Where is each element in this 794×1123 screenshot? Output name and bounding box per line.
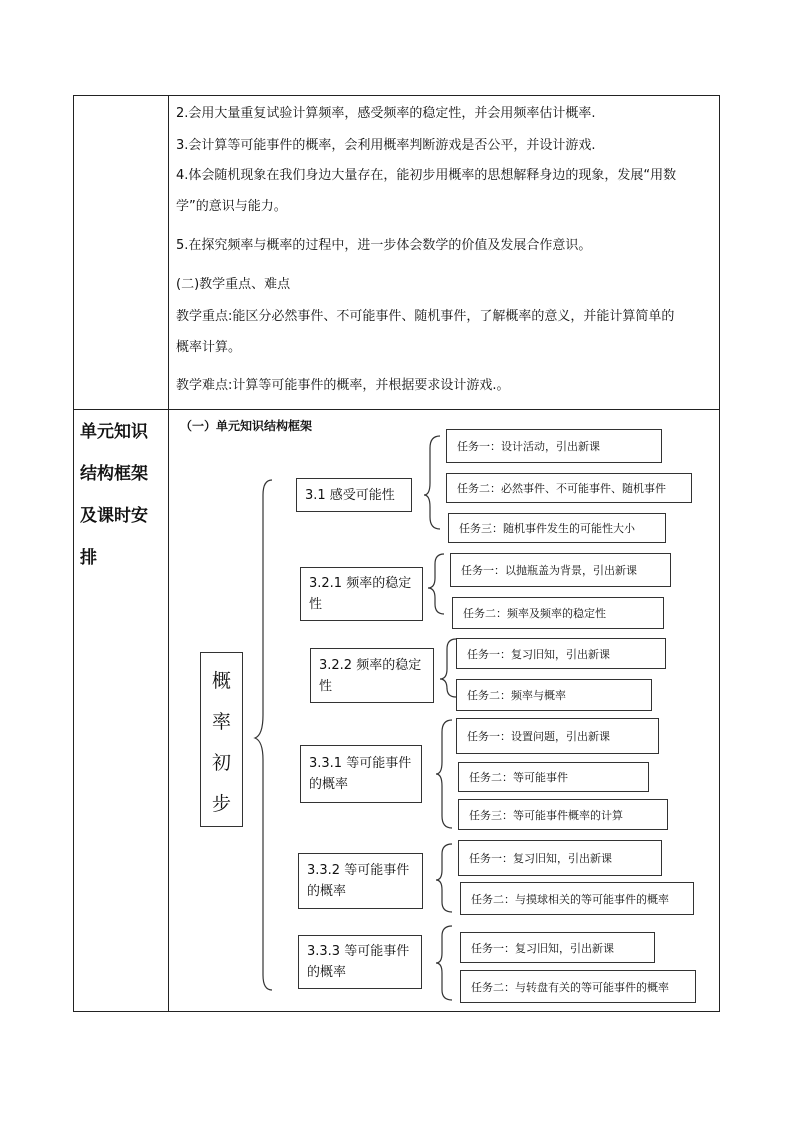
- brace-3-2-2: [440, 639, 456, 697]
- side-label-line: 排: [80, 548, 97, 568]
- task-box: 任务三：随机事件发生的可能性大小: [448, 513, 666, 543]
- side-label-line: 及课时安: [80, 506, 148, 526]
- section-3-3-3: 3.3.3 等可能事件的概率: [298, 935, 422, 989]
- teaching-difficulty: 教学难点:计算等可能事件的概率，并根据要求设计游戏.。: [176, 378, 510, 393]
- task-box: 任务二：与摸球相关的等可能事件的概率: [460, 882, 694, 915]
- task-box: 任务一：以抛瓶盖为背景，引出新课: [450, 553, 671, 587]
- task-box: 任务二：与转盘有关的等可能事件的概率: [460, 970, 696, 1003]
- objective-5: 5.在探究频率与概率的过程中，进一步体会数学的价值及发展合作意识。: [176, 238, 592, 253]
- objective-4-line2: 学”的意识与能力。: [176, 199, 287, 214]
- task-box: 任务一：复习旧知，引出新课: [458, 840, 662, 876]
- side-label-line: 单元知识: [80, 422, 148, 442]
- root-char: 初: [211, 752, 231, 774]
- teaching-focus-line2: 概率计算。: [176, 340, 242, 355]
- objective-3: 3.会计算等可能事件的概率，会利用概率判断游戏是否公平，并设计游戏.: [176, 138, 596, 153]
- task-box: 任务二：频率与概率: [456, 679, 652, 711]
- main-brace: [255, 480, 272, 990]
- root-char: 步: [211, 793, 231, 815]
- task-box: 任务一：设计活动，引出新课: [446, 429, 662, 463]
- root-topic-box: [200, 652, 243, 827]
- section-3-2-1: 3.2.1 频率的稳定性: [300, 567, 423, 621]
- side-label-line: 结构框架: [80, 464, 148, 484]
- brace-3-3-2: [436, 844, 452, 912]
- framework-heading: （一）单元知识结构框架: [180, 419, 313, 433]
- section-3-3-1: 3.3.1 等可能事件的概率: [300, 745, 422, 803]
- key-points-heading: (二)教学重点、难点: [176, 277, 291, 292]
- task-box: 任务一：设置问题，引出新课: [456, 718, 659, 754]
- root-char: 概: [211, 670, 231, 692]
- section-3-2-2: 3.2.2 频率的稳定性: [310, 648, 434, 703]
- brace-3-3-3: [436, 926, 452, 1000]
- task-box: 任务二：频率及频率的稳定性: [452, 597, 664, 629]
- task-box: 任务一：复习旧知，引出新课: [460, 932, 655, 963]
- brace-3-3-1: [436, 720, 452, 828]
- task-box: 任务三：等可能事件概率的计算: [458, 799, 668, 830]
- task-box: 任务二：等可能事件: [458, 762, 649, 792]
- section-3-1: 3.1 感受可能性: [296, 478, 412, 512]
- task-box: 任务二：必然事件、不可能事件、随机事件: [446, 473, 692, 503]
- root-char: 率: [211, 711, 231, 733]
- brace-3-2-1: [428, 554, 444, 614]
- teaching-focus-line1: 教学重点:能区分必然事件、不可能事件、随机事件，了解概率的意义，并能计算简单的: [176, 309, 675, 324]
- task-box: 任务一：复习旧知，引出新课: [456, 638, 666, 669]
- objective-2: 2.会用大量重复试验计算频率，感受频率的稳定性，并会用频率估计概率.: [176, 106, 596, 121]
- objective-4-line1: 4.体会随机现象在我们身边大量存在，能初步用概率的思想解释身边的现象，发展“用数: [176, 168, 677, 183]
- section-3-3-2: 3.3.2 等可能事件的概率: [298, 853, 423, 909]
- brace-3-1: [424, 436, 440, 529]
